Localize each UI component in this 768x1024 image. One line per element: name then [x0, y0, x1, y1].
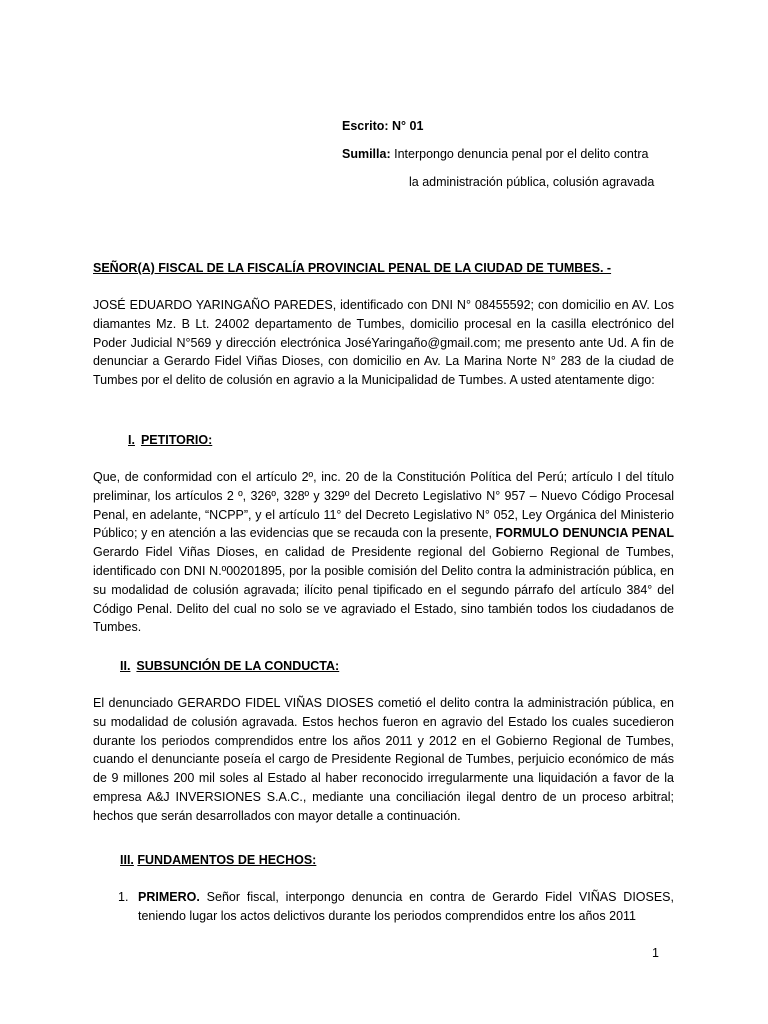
section-heading-fundamentos [120, 851, 316, 869]
petitorio-text-1: Que, de conformidad con el artículo 2º, inc. 20 de la Constitución Política del Perú; artículo I del título preliminar, los artículos 2 º, 326º, 328º y 329º del Decreto Legislativo N° 957 – Nuevo Código Procesal Penal, en adelante, “NCPP”, y el artículo 11° del Decreto Legislativo N° 052, Ley Orgánica del Ministerio Público; y en atención a las evidencias que se recauda con la presente, [93, 470, 674, 541]
sumilla-text-2: la administración pública, colusión agravada [409, 175, 655, 189]
escrito-label: Escrito: [342, 119, 389, 133]
list-item-text: Señor fiscal, interpongo denuncia en contra de Gerardo Fidel VIÑAS DIOSES, teniendo lugar los actos delictivos durante los periodos comprendidos entre los años 2011 [138, 890, 674, 923]
petitorio-bold: FORMULO DENUNCIA PENAL [495, 526, 674, 541]
subsuncion-paragraph: El denunciado GERARDO FIDEL VIÑAS DIOSES cometió el delito contra la administración pública, en su modalidad de colusión agravada. Estos hechos fueron en agravio del Estado los cuales sucedieron durante los periodos comprendidos entre los años 2011 y 2012 en el Gobierno Regional de Tumbes, cuando el denunciante poseía el cargo de Presidente Regional de Tumbes, perjuicio económico de más de 9 millones 200 mil soles al Estado al haber reconocido irregularmente una liquidación a favor de la empresa A&J INVERSIONES S.A.C., mediante una conciliación ilegal dentro de un proceso arbitral; hechos que serán desarrollados con mayor detalle a continuación. [93, 696, 674, 823]
complainant-name: JOSÉ EDUARDO YARINGAÑO PAREDES [93, 298, 333, 312]
addressee: SEÑOR(A) FISCAL DE LA FISCALÍA PROVINCIAL PENAL DE LA CIUDAD DE TUMBES. - [93, 261, 612, 275]
escrito-value: N° 01 [392, 119, 424, 133]
list-item [118, 888, 674, 928]
escrito-line [342, 117, 423, 135]
intro-text: , identificado con DNI N° 08455592; con domicilio en AV. Los diamantes Mz. B Lt. 24002 departamento de Tumbes, domicilio procesal en la casilla electrónico del Poder Judicial N°569 y dirección electrónica JoséYaringaño@gmail.com; me presento ante Ud. A fin de denunciar a Gerardo Fidel Viñas Dioses, con domicilio en Av. La Marina Norte N° 283 de la ciudad de Tumbes por el delito de colusión en agravio a la Municipalidad de Tumbes. A usted atentamente digo: [93, 298, 674, 388]
section-heading-subsuncion [120, 657, 339, 675]
section-number: III. [120, 853, 134, 867]
list-item-body [138, 888, 674, 926]
section-title: SUBSUNCIÓN DE LA CONDUCTA: [136, 659, 340, 673]
section-number: I. [128, 433, 135, 447]
sumilla-text-1: Interpongo denuncia penal por el delito contra [394, 147, 649, 161]
intro-paragraph [93, 296, 674, 390]
sumilla-line-1 [342, 145, 648, 163]
section-number: II. [120, 659, 131, 673]
section-title: PETITORIO: [140, 433, 213, 447]
list-item-lead: PRIMERO. [138, 890, 200, 904]
list-marker: 1. [118, 890, 129, 904]
sumilla-line-2 [409, 173, 654, 191]
section-heading-petitorio [128, 431, 212, 449]
sumilla-label: Sumilla: [342, 147, 391, 161]
section-title: FUNDAMENTOS DE HECHOS: [137, 853, 317, 867]
page-number: 1 [652, 946, 659, 960]
petitorio-text-2: Gerardo Fidel Viñas Dioses, en calidad de Presidente regional del Gobierno Regional de Tumbes, identificado con DNI N.º00201895, por la posible comisión del Delito contra la administración pública, en su modalidad de colusión agravada; ilícito penal tipificado en el segundo párrafo del artículo 384° del Código Penal. Delito del cual no solo se ve agraviado el Estado, sino también todos los ciudadanos de Tumbes. [93, 545, 674, 635]
petitorio-paragraph [93, 468, 674, 637]
